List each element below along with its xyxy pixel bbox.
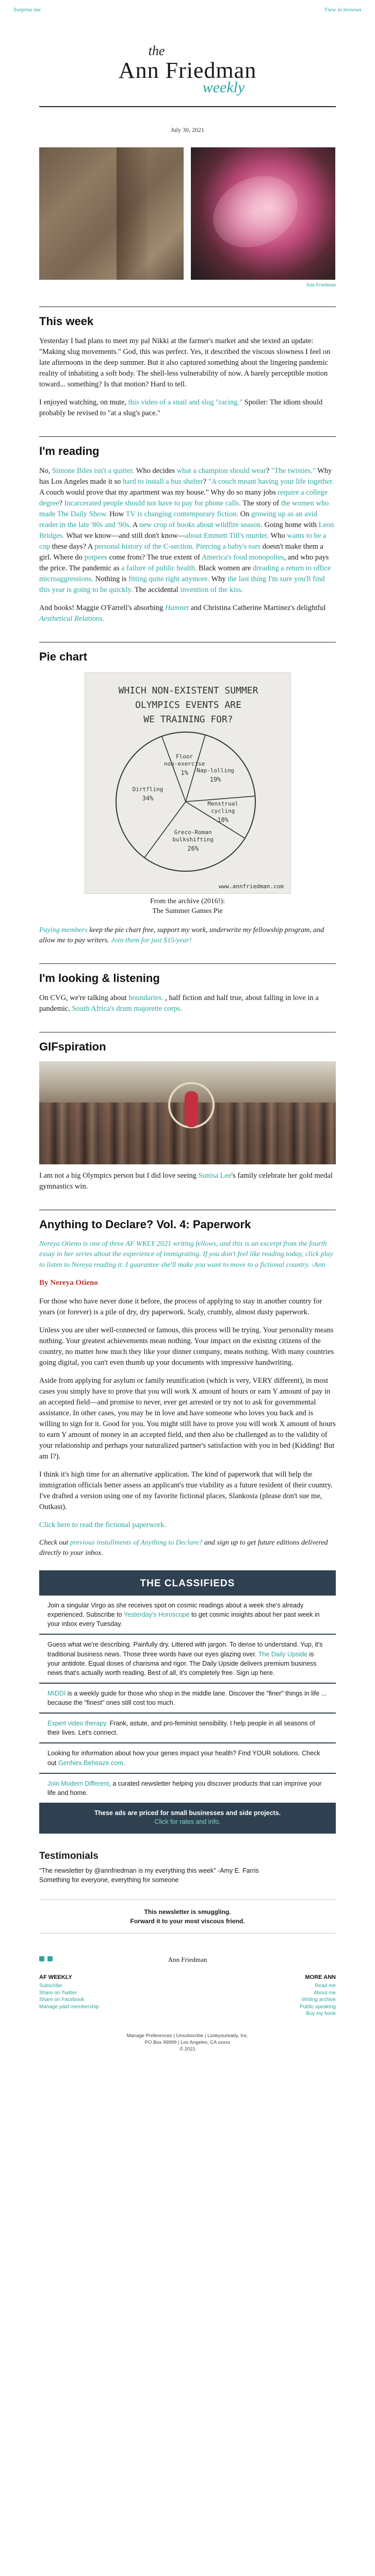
previous-installments-link[interactable]: previous installments of Anything to Declare? xyxy=(70,1538,203,1547)
footer-link[interactable]: Share on Twitter xyxy=(39,1990,77,1996)
classified-list xyxy=(39,1596,336,1803)
text: Guess what we're describing. Painfully dry. Littered with jargon. To dense to understand. Yup, it's traditional business news. Those three words have our eyes glazing over. xyxy=(47,1641,323,1658)
masthead xyxy=(0,14,375,96)
masthead-the: the xyxy=(148,43,165,58)
classifieds-title: THE CLASSIFIEDS xyxy=(39,1570,336,1596)
text: And books! Maggie O'Farrell's absorbing xyxy=(39,604,166,613)
footer-right-column xyxy=(300,1974,336,2018)
classified-link[interactable]: Yesterday's Horoscope xyxy=(123,1611,190,1619)
pie-chart-image[interactable] xyxy=(85,672,291,894)
classifieds-footer xyxy=(39,1804,336,1826)
reading-link[interactable]: invention of the kiss. xyxy=(180,586,243,595)
classifieds xyxy=(39,1570,336,1834)
classified-link[interactable]: The Daily Upside xyxy=(258,1650,307,1658)
photo-credit[interactable]: Ann Friedman xyxy=(305,282,336,288)
section-declare xyxy=(39,1210,336,1558)
footer-link[interactable]: Buy my book xyxy=(306,2011,336,2017)
reading-link[interactable]: new crop of books about wildfire season. xyxy=(139,521,263,530)
check-out-note xyxy=(39,1538,336,1559)
byline: By Nereya Otieno xyxy=(39,1278,98,1287)
section-heading: Anything to Declare? Vol. 4: Paperwork xyxy=(39,1218,251,1231)
text: I am not a big Olympics person but I did love seeing xyxy=(39,1172,199,1180)
social-icons xyxy=(39,1956,53,1961)
text: Why xyxy=(209,575,228,584)
section-pie-chart xyxy=(39,642,336,946)
top-bar xyxy=(0,0,375,14)
support-note xyxy=(39,925,336,946)
text: and Christina Catherine Martinez's delightful xyxy=(188,604,326,613)
section-divider xyxy=(39,963,336,964)
classified-ad xyxy=(39,1743,336,1773)
footer-link[interactable]: Share on Facebook xyxy=(39,1997,85,2003)
paragraph: Aside from applying for asylum or family reunification (which is very, VERY different), in most cases you simply have to prove that you will work X amount of hours or earn Y amount of pay in an accepted field—and promise to never, ever get arrested or try not to ask for governmental assistance. In other cases, you may be in love and have someone who loves you back and is willing to sign for it. Good for you. You might still have to prove you will work X amount of hours to earn Y amount of money in an accepted field, and then also be challenged as to the validity of your relationship and perhaps your naturalized partner's satisfaction with you in bed (Kidding! But am I?). xyxy=(39,1376,336,1461)
forward-note xyxy=(39,1900,336,1934)
book-link-aesthetical[interactable]: Aesthetical Relations. xyxy=(39,615,105,623)
reading-link[interactable]: require a college degree xyxy=(39,488,328,508)
paragraph xyxy=(39,1171,336,1192)
reading-link[interactable]: Leon Bridges. xyxy=(39,521,334,540)
text: Frank, astute, and pro-feminist sensibility. I help people in all seasons of their lives. Let's connect. xyxy=(47,1720,315,1737)
footer-left-column xyxy=(39,1974,99,2011)
reading-link[interactable]: what a champion should wear xyxy=(176,467,266,476)
text: ? xyxy=(266,467,271,476)
text: to get cosmic insights about her past week in your inbox every Tuesday. xyxy=(47,1611,320,1628)
paragraph: Unless you are uber well-connected or famous, this process will be trying. Your personality means nothing. Your greatest achievements mean nothing. Your impact on the existing citizens of the country, no matter how much they like your dinner company, means nothing. With many countries going digital, you can't even thumb up your documents with impressive handwriting. xyxy=(39,1326,334,1367)
text: The accidental xyxy=(133,586,181,595)
text: and sign up to get future editions delivered directly to your inbox. xyxy=(39,1538,328,1557)
testimonials xyxy=(39,1849,336,1885)
footer-link[interactable]: Writing archive xyxy=(302,1997,336,2003)
reading-link[interactable]: "The twisties." xyxy=(271,467,316,476)
pie-slice-label: non-exercise xyxy=(164,760,205,768)
paragraph: I think it's high time for an alternative application. The kind of paperwork that will help the immigration officials better assess an applicant's true viability as a future resident of their country. I've drafted a version using one of my favorite fictional places, Slankosta (please don't sue me, Outkast). xyxy=(39,1470,333,1511)
text: No, xyxy=(39,467,52,476)
pie-slice-label: Greco-Roman xyxy=(174,829,212,836)
pie-caption-line1: From the archive (2016!): xyxy=(150,897,225,906)
footer-link[interactable]: Public speaking xyxy=(299,2004,336,2010)
text: ? xyxy=(59,499,64,508)
text: , half fiction and half true, about falling in love in a pandemic. xyxy=(39,994,319,1013)
classified-ad xyxy=(39,1774,336,1803)
text: What we know—and still don't know— xyxy=(64,532,186,540)
testimonial-line: Something for everyone, everything for someone xyxy=(39,1876,179,1884)
text: Check out xyxy=(39,1538,70,1547)
text: come from? The true extent of xyxy=(107,553,202,562)
reading-link[interactable]: Piercing a baby's ears xyxy=(195,543,261,551)
pie-value-label: 19% xyxy=(209,776,221,784)
fictional-paperwork-link[interactable]: Click here to read the fictional paperwork. xyxy=(39,1520,166,1529)
pie-slice-label: Floor xyxy=(175,753,193,760)
text: A xyxy=(131,521,140,530)
text: , a curated newsletter helping you discover products that can improve your life and home. xyxy=(47,1780,322,1797)
reading-links-paragraph xyxy=(39,466,336,596)
section-looking xyxy=(39,963,336,1014)
footer-address xyxy=(0,2023,375,2074)
pie-slice-label: Dirtfling xyxy=(132,786,163,793)
text: ? xyxy=(203,478,208,486)
forward-line2: Forward it to your most viscous friend. xyxy=(130,1917,245,1925)
footer-link[interactable]: Read me xyxy=(315,1983,336,1989)
pie-caption xyxy=(39,897,336,916)
book-link-hamnet[interactable]: Hamnet xyxy=(165,604,189,613)
text: Who xyxy=(269,532,287,540)
pie-value-label: 10% xyxy=(217,816,229,824)
reading-link[interactable]: about Emmett Till's murder. xyxy=(185,532,269,540)
text: A couch would prove that my apartment was my house." Why do so many jobs xyxy=(39,488,278,497)
footer-right-heading: MORE ANN xyxy=(305,1974,336,1980)
text: "The newsletter by @annfriedman is my everything this week" xyxy=(39,1867,216,1875)
testimonials-heading: Testimonials xyxy=(39,1850,99,1861)
classified-link[interactable]: MIDDI xyxy=(47,1689,66,1697)
pie-slice-label: Menstrual xyxy=(207,800,238,807)
section-heading: GIFspiration xyxy=(39,1040,106,1054)
pie-slice-label: Nap-lolling xyxy=(196,767,234,774)
reading-link[interactable]: the women who made The Daily Show. xyxy=(39,499,329,519)
address-line: PO Box 99999 | Los Angeles, CA xxxxx xyxy=(144,2039,231,2045)
masthead-weekly: weekly xyxy=(202,78,245,96)
reading-link[interactable]: the last thing I'm sure you'll find this year is going to be quickly. xyxy=(39,575,325,595)
text: The story of xyxy=(240,499,281,508)
section-heading: I'm looking & listening xyxy=(39,972,160,985)
pie-title-line: WHICH NON-EXISTENT SUMMER xyxy=(118,685,258,697)
text: is your antidote. Equal doses of charisma and rigor. The Daily Upside delivers premium business news that's actually worth reading. Best of all, it's completely free. Sign up here. xyxy=(47,1650,317,1676)
section-heading: I'm reading xyxy=(39,445,100,458)
copyright: © 2021 xyxy=(180,2046,195,2053)
footer-link[interactable]: About me xyxy=(314,1990,336,1996)
footer-left-heading: AF WEEKLY xyxy=(39,1974,72,1980)
text: 's family celebrate her gold medal gymnastics win. xyxy=(39,1172,333,1191)
fellow-intro: Nereya Otieno is one of three AF WKLY 2021 writing fellows, and this is an excerpt from the fourth essay in her series about the experience of immigrating. If you don't feel like reading today, click play to listen to Nereya reading it. I guarantee she'll make you want to move to a fictional country. -Ann xyxy=(39,1240,333,1269)
text: Looking for information about how your genes impact your health? Find YOUR solutions. Check out xyxy=(47,1750,320,1767)
reading-link[interactable]: Incarcerated people should not have to pay for phone calls. xyxy=(64,499,241,508)
reading-link[interactable]: personal history of the C-section. xyxy=(94,543,194,551)
forward-line1: This newsletter is smuggling. xyxy=(144,1908,231,1916)
rates-link[interactable]: Click for rates and info. xyxy=(154,1818,221,1825)
classified-link[interactable]: GenNex.Beheaze.com xyxy=(58,1759,123,1767)
paragraph: For those who have never done it before, the process of applying to stay in another country for years (or forever) is a pile of dry, dry paperwork. Scaly, crumbly, almost dusty paperwork. xyxy=(39,1297,322,1316)
surprise-me-link[interactable]: Surprise me xyxy=(13,7,41,13)
photo-left xyxy=(39,147,184,280)
footer-link[interactable]: Subscribe xyxy=(39,1983,62,1989)
gif-image xyxy=(39,1061,336,1164)
reading-link[interactable]: "A couch meant having your life together. xyxy=(208,478,334,486)
boundaries-link[interactable]: boundaries. xyxy=(128,994,164,1003)
issue-date: July 30, 2021 xyxy=(170,126,204,134)
reading-link[interactable]: a failure of public health. xyxy=(121,564,197,573)
text: On xyxy=(238,510,252,519)
section-gif xyxy=(39,1032,336,1192)
classified-link[interactable]: Join Modern Different xyxy=(47,1780,109,1787)
text: Spoiler: The idiom should probably be revised to "at a slug's pace." xyxy=(39,398,323,418)
paragraph xyxy=(39,397,336,419)
reading-link[interactable]: wants to be a cop xyxy=(39,532,327,551)
text: Black women are xyxy=(197,564,253,573)
photo-right-flower xyxy=(191,147,335,280)
text: Nothing is xyxy=(93,575,129,584)
classifieds-footer-text: These ads are priced for small businesses and side projects. xyxy=(94,1809,281,1817)
view-in-browser-link[interactable]: View in browser xyxy=(324,7,362,13)
pie-chart xyxy=(85,673,291,894)
sunisa-lee-link[interactable]: Sunisa Lee xyxy=(198,1172,232,1180)
reading-link[interactable]: potpees xyxy=(84,553,107,562)
pie-value-label: 1% xyxy=(180,769,188,777)
pie-caption-line2: The Summer Games Pie xyxy=(152,907,223,915)
header-photos xyxy=(39,147,336,280)
reading-link[interactable]: dreading a return to office microaggressions. xyxy=(39,564,331,584)
text: I enjoyed watching, on mute, xyxy=(39,398,128,407)
text: , and who pays the price. The pandemic as xyxy=(39,553,329,573)
testimonial-quote xyxy=(39,1866,336,1875)
reading-link[interactable]: hard to install a bus shelter xyxy=(122,478,203,486)
paying-members-link[interactable]: Paying members xyxy=(39,926,88,934)
text: these days? A xyxy=(50,543,95,551)
section-this-week xyxy=(39,307,336,419)
section-divider xyxy=(39,436,336,437)
footer-name: Ann Friedman xyxy=(168,1955,207,1963)
section-heading: Pie chart xyxy=(39,650,87,664)
footer xyxy=(39,1951,336,2023)
classified-ad xyxy=(39,1684,336,1713)
address-line: Manage Preferences | Unsubscribe | Lookyouready, Inc. xyxy=(126,2032,249,2039)
classified-ad xyxy=(39,1635,336,1683)
text: On CVG, we're talking about xyxy=(39,994,129,1003)
reading-link[interactable]: fitting quite right anymore. xyxy=(128,575,210,584)
pie-title-line: OLYMPICS EVENTS ARE xyxy=(135,700,241,711)
twitter-icon[interactable] xyxy=(39,1956,44,1961)
text: Why has Los Angeles made it so xyxy=(39,467,332,486)
classified-ad xyxy=(39,1714,336,1743)
classified-ad xyxy=(39,1596,336,1634)
pie-slice-label: cycling xyxy=(210,807,235,815)
text: is a weekly guide for those who shop in the middle lane. Discover the "finer" things in life ... because the "finest" ones still cost too much. xyxy=(47,1689,327,1707)
pie-value-label: 26% xyxy=(187,845,199,853)
pie-slice-label: bulkshifting xyxy=(172,836,214,843)
text: . xyxy=(123,1759,125,1767)
text: Who decides xyxy=(134,467,177,476)
text: doesn't make them a girl. Where do xyxy=(39,543,323,562)
text: How xyxy=(107,510,126,519)
pie-value-label: 34% xyxy=(142,794,153,802)
classified-link[interactable]: Expert video therapy. xyxy=(47,1720,108,1727)
text: Join a singular Virgo as she receives spot on cosmic readings about a week she's already experienced. Subscribe to xyxy=(47,1602,304,1619)
text: keep the pie chart free, support my work, underwrite my fellowship program, and allow me to pay writers. xyxy=(39,926,324,944)
masthead-name: Ann Friedman xyxy=(118,57,257,83)
footer-link[interactable]: Manage paid membership xyxy=(39,2004,99,2010)
facebook-icon[interactable] xyxy=(47,1956,53,1961)
majorette-link[interactable]: South Africa's drum majorette corps. xyxy=(72,1005,182,1013)
pie-title-line: WE TRAINING FOR? xyxy=(143,714,233,725)
reading-link[interactable]: Simone Biles isn't a quitter. xyxy=(52,467,135,476)
paragraph: Yesterday I had plans to meet my pal Nikki at the farmer's market and she texted an update: "Making slug movements." God, this was perfect. Yes, it described the viscous slowness I feel on late afternoons in the deep summer. But it also captured something about the lingering pandemic reality of inhabiting a soft body. The shell-less vulnerability of now. A barely perceptible motion toward... something? Is that motion? Hard to tell. xyxy=(39,337,331,389)
reading-link[interactable]: TV is changing contemporary fiction. xyxy=(125,510,239,519)
reading-link[interactable]: growing up as an avid reader in the late '80s and '90s. xyxy=(39,510,318,530)
paragraph xyxy=(39,603,336,624)
section-heading: This week xyxy=(39,315,94,328)
testimonial-author: -Amy E. Farris xyxy=(218,1867,259,1875)
pie-footer-url: www.annfriedman.com xyxy=(218,883,284,890)
section-reading xyxy=(39,436,336,624)
text: Going home with xyxy=(262,521,319,530)
snail-video-link[interactable]: this video of a snail and slug "racing." xyxy=(128,398,242,407)
reading-link[interactable]: America's food monopolies xyxy=(201,553,284,562)
join-link[interactable]: Join them for just $15/year! xyxy=(111,937,192,944)
paragraph xyxy=(39,993,336,1014)
